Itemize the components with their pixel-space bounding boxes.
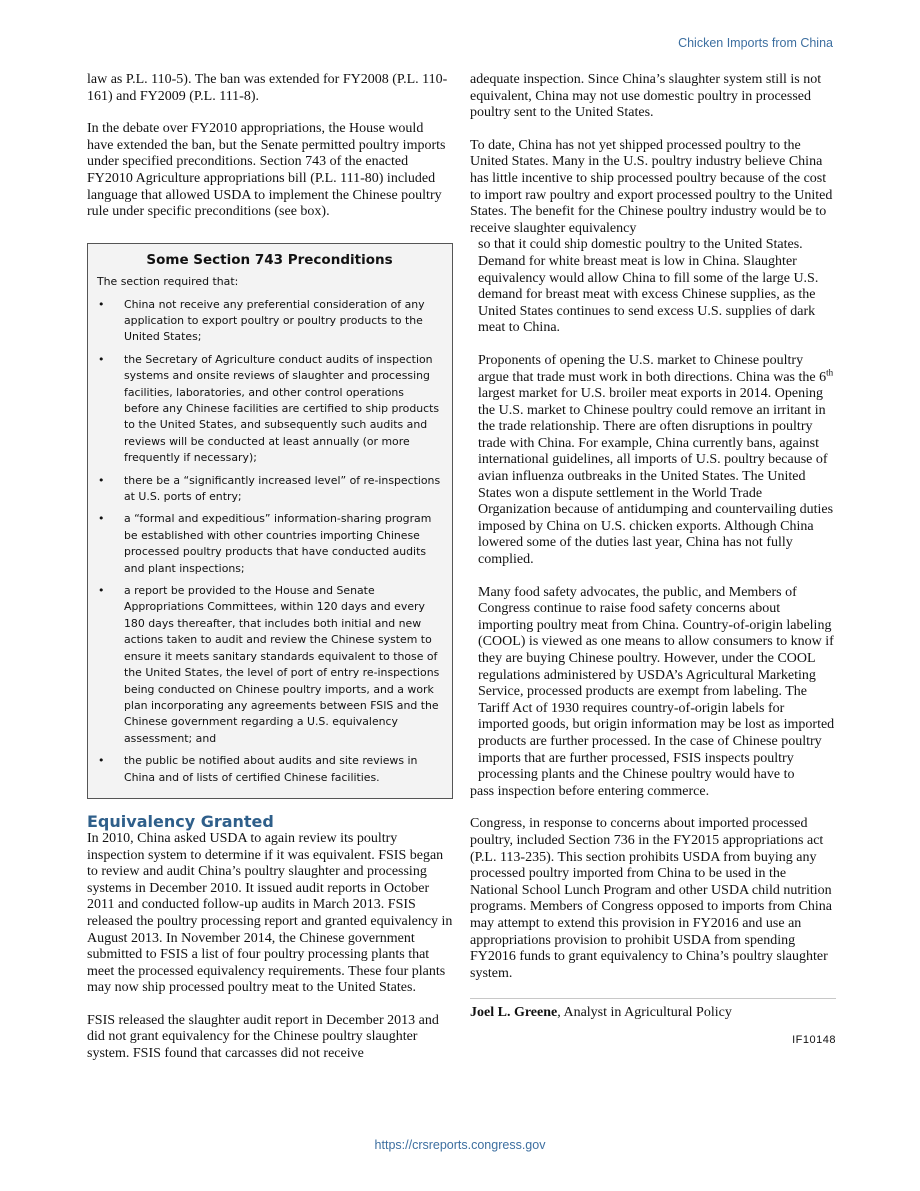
list-item-text: a report be provided to the House and Senate Appropriations Committees, within 120 days and every 180 days thereafter, that includes both initial and new actions taken to audit and review the Chinese system to ensure it meets sanitary standards equivalent to those of the United States, the level of port of entry re-inspections being conducted on Chinese poultry imports, and a work plan incorporating any agreements between FSIS and the Chinese government regarding a U.S. equivalency assessment; and [124, 584, 440, 745]
paragraph: Congress, in response to concerns about imported processed poultry, included Section 736 in the FY2015 appropriations act (P.L. 113-235). This section prohibits USDA from buying any processed poultry imported from China to be used in the National School Lunch Program and other USDA child nutrition programs. Members of Congress opposed to imports from China may attempt to extend this provision in FY2016 and use an appropriations provision to prohibit USDA from spending FY2016 funds to grant equivalency to China’s poultry slaughter system. [470, 816, 833, 981]
list-item-text: China not receive any preferential consideration of any application to export poultry or poultry products to the United States; [124, 297, 425, 344]
paragraph: adequate inspection. Since China’s slaughter system still is not equivalent, China may not use domestic poultry in processed poultry sent to the United States. [470, 72, 822, 121]
paragraph [470, 585, 836, 801]
list-item [97, 473, 442, 506]
right-column [470, 72, 836, 1048]
box-intro: The section required that: [97, 275, 239, 289]
bullet-icon: • [98, 584, 105, 598]
paragraph-text: pass inspection before entering commerce. [470, 783, 710, 799]
paragraph: FSIS released the slaughter audit report in December 2013 and did not grant equivalency for the Chinese poultry slaughter system. FSIS found that carcasses did not receive [87, 1012, 439, 1062]
author-line [470, 998, 836, 1022]
paragraph: law as P.L. 110-5). The ban was extended for FY2008 (P.L. 110-161) and FY2009 (P.L. 111-8). [87, 72, 448, 104]
document-id: IF10148 [792, 1033, 836, 1046]
bullet-icon: • [98, 754, 105, 768]
paragraph-text: largest market for U.S. broiler meat exports in 2014. Opening the U.S. market to Chinese poultry could remove an irritant in the trade relationship. There are often disruptions in poultry trade with China. For example, China currently bans, against international guidelines, all imports of U.S. poultry because of avian influenza outbreaks in the United States. The United States won a dispute settlement in the World Trade Organization because of antidumping and countervailing duties imposed by China on U.S. chicken exports. Although China lowered some of the duties last year, China has not fully complied. [478, 386, 834, 568]
paragraph: In the debate over FY2010 appropriations, the House would have extended the ban, but the Senate permitted poultry imports under specified preconditions. Section 743 of the enacted FY2010 Agriculture appropriations bill (P.L. 111-80) included language that allowed USDA to implement the Chinese poultry rule under specific preconditions (see box). [87, 121, 446, 220]
bullet-icon: • [98, 473, 105, 487]
ordinal-suffix: th [826, 366, 834, 377]
list-item-text: the Secretary of Agriculture conduct audits of inspection systems and onsite reviews of slaughter and processing facilities, laboratories, and other control operations before any Chinese facilities are certified to ship products to the United States, and subsequently such audits and reviews will be conducted at least annually (or more frequently if necessary); [124, 352, 440, 465]
section-heading: Equivalency Granted [87, 811, 274, 831]
author-title: , Analyst in Agricultural Policy [557, 1005, 732, 1021]
list-item-text: a “formal and expeditious” information-sharing program be established with other countries importing Chinese processed poultry products that have conducted audits and plant inspections; [124, 512, 432, 575]
list-item [97, 753, 442, 786]
list-item [97, 583, 442, 747]
author-name: Joel L. Greene [470, 1005, 558, 1021]
bullet-icon: • [98, 352, 105, 366]
list-item-text: there be a “significantly increased level” of re-inspections at U.S. ports of entry; [124, 473, 441, 504]
preconditions-box [87, 243, 453, 799]
paragraph-text: Proponents of opening the U.S. market to Chinese poultry argue that trade must work in both directions. China was the 6 [478, 352, 827, 385]
paragraph [470, 353, 836, 569]
preconditions-list [97, 297, 442, 786]
box-title: Some Section 743 Preconditions [146, 251, 393, 268]
running-header-title: Chicken Imports from China [678, 36, 833, 50]
footer-url-link[interactable]: https://crsreports.congress.gov [374, 1138, 546, 1152]
list-item [97, 297, 442, 346]
list-item [97, 352, 442, 467]
paragraph: In 2010, China asked USDA to again review its poultry inspection system to determine if it was equivalent. FSIS began to review and audit China’s poultry slaughter and processing systems in December 2010. It issued audit reports in October 2011 and conducted follow-up audits in March 2013. FSIS released the poultry processing report and granted equivalency in August 2013. In November 2014, the Chinese government submitted to FSIS a list of four poultry processing plants that meet the processed equivalency requirements. These four plants may now ship processed poultry meat to the United States. [87, 830, 453, 996]
bullet-icon: • [98, 297, 105, 311]
paragraph-text: Many food safety advocates, the public, and Members of Congress continue to raise food safety concerns about importing poultry meat from China. Country-of-origin labeling (COOL) is viewed as one means to allow consumers to know if they are buying Chinese poultry. However, under the COOL regulations administered by USDA’s Agricultural Marketing Service, processed products are exempt from labeling. The Tariff Act of 1930 requires country-of-origin labels for imported goods, but origin information may be lost as imported products are further processed. In the case of Chinese poultry imports that are further processed, FSIS inspects poultry processing plants and the Chinese poultry would have to [478, 584, 835, 783]
bullet-icon: • [98, 512, 105, 526]
paragraph-text: To date, China has not yet shipped processed poultry to the United States. Many in the U.S. poultry industry believe China has little incentive to ship processed poultry because of the cost to import raw poultry and export processed poultry to the United States. The benefit for the Chinese poultry industry would be to receive slaughter equivalency [470, 137, 833, 236]
list-item [97, 511, 442, 577]
list-item-text: the public be notified about audits and site reviews in China and of lists of certified Chinese facilities. [124, 754, 418, 784]
left-column [87, 72, 453, 1079]
paragraph [470, 138, 836, 337]
paragraph-text: so that it could ship domestic poultry to the United States. Demand for white breast meat is low in China. Slaughter equivalency would allow China to fill some of the large U.S. demand for breast meat with excess Chinese supplies, as the United States continues to send excess U.S. supplies of dark meat to China. [478, 237, 819, 336]
